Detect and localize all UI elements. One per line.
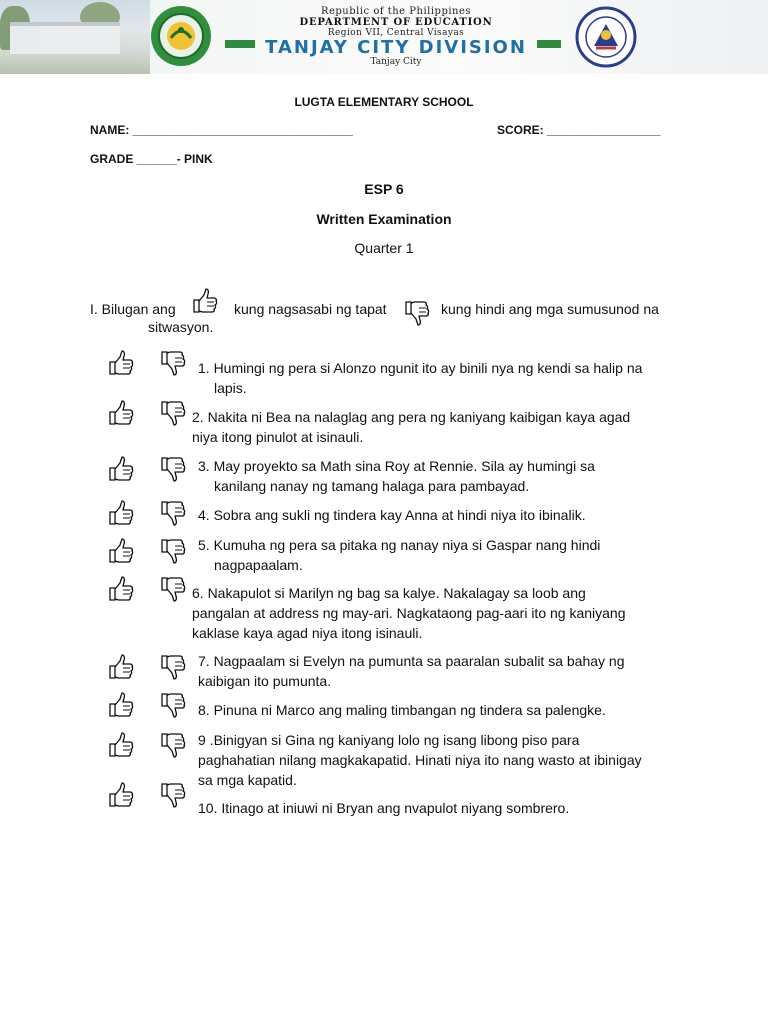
thumbs-up-icon[interactable] (106, 780, 134, 810)
question-2: 2. Nakita ni Bea na nalaglag ang pera ng kaniyang kaibigan kaya agad niya itong pinulot at isinauli. (192, 409, 631, 445)
thumbs-up-icon[interactable] (106, 498, 134, 528)
thumbs-down-icon[interactable] (158, 536, 186, 566)
region-line: Region VII, Central Visayas (327, 28, 465, 38)
question-3: 3. May proyekto sa Math sina Roy at Rennie. Sila ay humingi sa kanilang nanay ng tamang halaga para pambayad. (198, 458, 595, 494)
exam-title: Written Examination (316, 211, 452, 227)
school-photo (0, 0, 150, 74)
thumbs-up-icon[interactable] (106, 730, 134, 760)
instruction-part4: sitwasyon. (148, 319, 214, 335)
thumbs-down-icon[interactable] (158, 780, 186, 810)
city-line: Tanjay City (370, 57, 422, 67)
letterhead (0, 0, 768, 74)
thumbs-down-icon[interactable] (158, 690, 186, 720)
question-5: 5. Kumuha ng pera sa pitaka ng nanay niya si Gaspar nang hindi nagpapaalam. (198, 537, 601, 573)
question-9: 9 .Binigyan si Gina ng kaniyang lolo ng isang libong piso para paghahatian nilang magkakapatid. Hinati niya ito nang wasto at ibinigay sa mga kapatid. (198, 732, 642, 788)
thumbs-up-icon[interactable] (106, 536, 134, 566)
department-line: DEPARTMENT OF EDUCATION (299, 17, 493, 28)
thumbs-down-icon[interactable] (158, 652, 186, 682)
thumbs-up-icon[interactable] (106, 690, 134, 720)
question-8: 8. Pinuna ni Marco ang maling timbangan ng tindera sa palengke. (198, 702, 606, 718)
division-line: TANJAY CITY DIVISION (265, 37, 527, 58)
subject-title: ESP 6 (364, 181, 404, 197)
question-10: 10. Itinago at iniuwi ni Bryan ang nvapulot niyang sombrero. (198, 800, 570, 816)
thumbs-up-icon[interactable] (106, 652, 134, 682)
question-1: 1. Humingi ng pera si Alonzo ngunit ito ay binili nya ng kendi sa halip na lapis. (198, 360, 643, 396)
question-7: 7. Nagpaalam si Evelyn na pumunta sa paaralan subalit sa bahay ng kaibigan ito pumunta. (198, 653, 625, 689)
thumbs-up-icon[interactable] (106, 454, 134, 484)
thumbs-up-icon[interactable] (106, 398, 134, 428)
thumbs-down-icon[interactable] (158, 730, 186, 760)
name-field[interactable]: NAME: _________________________________ (90, 123, 353, 137)
thumbs-down-icon[interactable] (158, 348, 186, 378)
deped-seal-logo (561, 6, 651, 68)
question-6: 6. Nakapulot si Marilyn ng bag sa kalye. Nakalagay sa loob ang pangalan at address ng may-ari. Nagkataong pag-aari ito ng kaniyang kaklase kaya agad niya itong isinauli. (192, 585, 626, 641)
grade-field[interactable]: GRADE ______- PINK (90, 152, 213, 166)
instruction-part3: kung hindi ang mga sumusunod na (441, 301, 659, 317)
thumbs-down-icon[interactable] (158, 574, 186, 604)
thumbs-down-icon[interactable] (158, 498, 186, 528)
republic-line: Republic of the Philippines (320, 6, 472, 17)
letterhead-text (240, 6, 552, 67)
thumbs-down-icon (402, 298, 430, 328)
tanjay-city-seal-logo (137, 4, 225, 68)
score-field[interactable]: SCORE: _________________ (497, 123, 661, 137)
thumbs-up-icon[interactable] (106, 348, 134, 378)
quarter-label: Quarter 1 (354, 240, 414, 256)
thumbs-up-icon (190, 286, 218, 316)
instruction-part1: I. Bilugan ang (90, 301, 176, 317)
question-4: 4. Sobra ang sukli ng tindera kay Anna at hindi niya ito ibinalik. (198, 507, 586, 523)
thumbs-down-icon[interactable] (158, 398, 186, 428)
thumbs-up-icon[interactable] (106, 574, 134, 604)
instruction-part2: kung nagsasabi ng tapat (234, 301, 387, 317)
school-name: LUGTA ELEMENTARY SCHOOL (294, 95, 474, 109)
thumbs-down-icon[interactable] (158, 454, 186, 484)
